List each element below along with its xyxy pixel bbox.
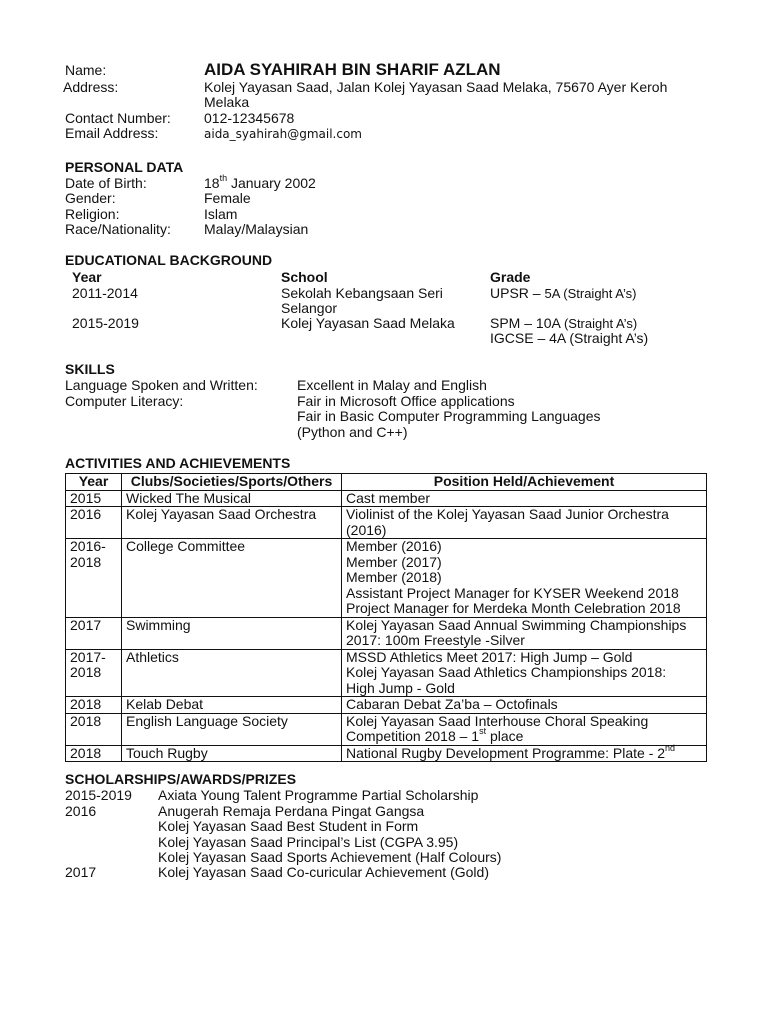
award-text: Kolej Yayasan Saad Co-curicular Achievement (Gold) — [158, 864, 489, 880]
skills-heading: SKILLS — [65, 361, 115, 377]
table-row — [66, 539, 707, 618]
position-line: MSSD Athletics Meet 2017: High Jump – Gold — [346, 648, 633, 665]
position-line: Assistant Project Manager for KYSER Weekend 2018 — [346, 584, 679, 601]
table-row — [66, 649, 707, 697]
activity-year: 2016- 2018 — [66, 539, 122, 618]
edu-row-school-cont: Selangor — [281, 300, 338, 316]
activity-club: Kolej Yayasan Saad Orchestra — [122, 507, 342, 539]
computer-skill: (Python and C++) — [297, 424, 408, 440]
activity-year: 2018 — [66, 697, 122, 714]
activity-position — [342, 713, 707, 745]
email-label: Email Address: — [65, 125, 159, 141]
activities-heading: ACTIVITIES AND ACHIEVEMENTS — [65, 455, 291, 471]
activity-position — [342, 490, 707, 507]
activity-position — [342, 649, 707, 697]
activity-year: 2017 — [66, 617, 122, 649]
computer-skill: Fair in Basic Computer Programming Languages — [297, 408, 601, 424]
edu-row-year: 2015-2019 — [72, 315, 139, 331]
edu-row-year: 2011-2014 — [72, 285, 138, 301]
person-name: AIDA SYAHIRAH BIN SHARIF AZLAN — [204, 60, 501, 79]
activity-club: Touch Rugby — [122, 745, 342, 762]
table-row — [66, 745, 707, 762]
religion-label: Religion: — [65, 206, 120, 222]
activity-club: Wicked The Musical — [122, 490, 342, 507]
col-header-position: Position Held/Achievement — [342, 474, 707, 491]
personal-data-heading: PERSONAL DATA — [65, 159, 184, 175]
activity-year: 2017- 2018 — [66, 649, 122, 697]
phone-value: 012-12345678 — [204, 110, 295, 126]
edu-row-grade: SPM – 10A (Straight A’s) — [490, 315, 638, 331]
award-year: 2017 — [65, 864, 97, 880]
position-line: Member (2018) — [346, 569, 442, 585]
language-value: Excellent in Malay and English — [297, 377, 487, 393]
activity-position — [342, 617, 707, 649]
computer-skill: Fair in Microsoft Office applications — [297, 393, 515, 409]
activity-year: 2016 — [66, 507, 122, 539]
address-line-2: Melaka — [204, 94, 250, 110]
award-year: 2016 — [65, 803, 97, 819]
activity-position — [342, 539, 707, 618]
activity-year: 2015 — [66, 490, 122, 507]
address-line-1: Kolej Yayasan Saad, Jalan Kolej Yayasan Saad Melaka, 75670 Ayer Keroh — [204, 79, 668, 95]
position-line: 2017: 100m Freestyle -Silver — [346, 632, 525, 648]
edu-row-school: Kolej Yayasan Saad Melaka — [281, 315, 455, 331]
award-text: Anugerah Remaja Perdana Pingat Gangsa — [158, 803, 425, 819]
dob-label: Date of Birth: — [65, 175, 147, 191]
edu-row-grade-cont: IGCSE – 4A (Straight A’s) — [490, 330, 649, 346]
language-label: Language Spoken and Written: — [65, 377, 258, 393]
position-line: National Rugby Development Programme: Plate - 2nd — [346, 742, 676, 761]
gender-value: Female — [204, 190, 251, 206]
activity-club: College Committee — [122, 539, 342, 618]
table-row — [66, 713, 707, 745]
race-label: Race/Nationality: — [65, 221, 171, 237]
award-year: 2015-2019 — [65, 787, 132, 803]
table-row — [66, 490, 707, 507]
religion-value: Islam — [204, 206, 238, 222]
award-text: Axiata Young Talent Programme Partial Scholarship — [158, 787, 479, 803]
position-line: High Jump - Gold — [346, 679, 455, 696]
position-line: Violinist of the Kolej Yayasan Saad Junior Orchestra — [346, 506, 669, 522]
activity-club: Swimming — [122, 617, 342, 649]
education-heading: EDUCATIONAL BACKGROUND — [65, 252, 273, 268]
position-line: Member (2016) — [346, 538, 442, 554]
col-header-club: Clubs/Societies/Sports/Others — [122, 474, 342, 491]
position-line: Kolej Yayasan Saad Interhouse Choral Speaking — [346, 712, 649, 729]
edu-row-school: Sekolah Kebangsaan Seri — [281, 285, 443, 301]
gender-label: Gender: — [65, 190, 116, 206]
col-header-year: Year — [66, 474, 122, 491]
activities-table — [65, 473, 707, 762]
table-header-row — [66, 474, 707, 491]
name-label: Name: — [65, 62, 107, 78]
phone-label: Contact Number: — [65, 110, 171, 126]
table-row — [66, 697, 707, 714]
position-line: Member (2017) — [346, 553, 442, 570]
activity-position — [342, 507, 707, 539]
position-line: Kolej Yayasan Saad Annual Swimming Championships — [346, 616, 687, 633]
race-value: Malay/Malaysian — [204, 221, 309, 237]
computer-literacy-label: Computer Literacy: — [65, 393, 184, 409]
activity-club: Kelab Debat — [122, 697, 342, 714]
table-row — [66, 617, 707, 649]
position-line: Cast member — [346, 489, 431, 506]
position-line: Cabaran Debat Za’ba – Octofinals — [346, 696, 558, 712]
position-line: Kolej Yayasan Saad Athletics Championships 2018: — [346, 664, 667, 680]
edu-col-school: School — [281, 269, 328, 285]
dob-value: 18th January 2002 — [204, 173, 316, 191]
award-text: Kolej Yayasan Saad Best Student in Form — [158, 818, 419, 834]
edu-row-grade: UPSR – 5A (Straight A’s) — [490, 285, 637, 301]
edu-col-year: Year — [72, 269, 102, 285]
activity-year: 2018 — [66, 713, 122, 745]
email-value: aida_syahirah@gmail.com — [204, 127, 362, 141]
awards-heading: SCHOLARSHIPS/AWARDS/PRIZES — [65, 771, 297, 787]
position-line: (2016) — [346, 521, 387, 538]
activity-year: 2018 — [66, 745, 122, 762]
activity-position — [342, 742, 707, 762]
award-text: Kolej Yayasan Saad Sports Achievement (Half Colours) — [158, 849, 502, 865]
table-row — [66, 507, 707, 539]
edu-col-grade: Grade — [490, 269, 531, 285]
position-line: Project Manager for Merdeka Month Celebration 2018 — [346, 600, 681, 616]
activity-position — [342, 697, 707, 714]
activity-club: English Language Society — [122, 713, 342, 745]
position-line: Competition 2018 – 1st place — [346, 726, 524, 744]
activity-club: Athletics — [122, 649, 342, 697]
award-text: Kolej Yayasan Saad Principal’s List (CGPA 3.95) — [158, 834, 459, 850]
address-label: Address: — [63, 79, 119, 95]
